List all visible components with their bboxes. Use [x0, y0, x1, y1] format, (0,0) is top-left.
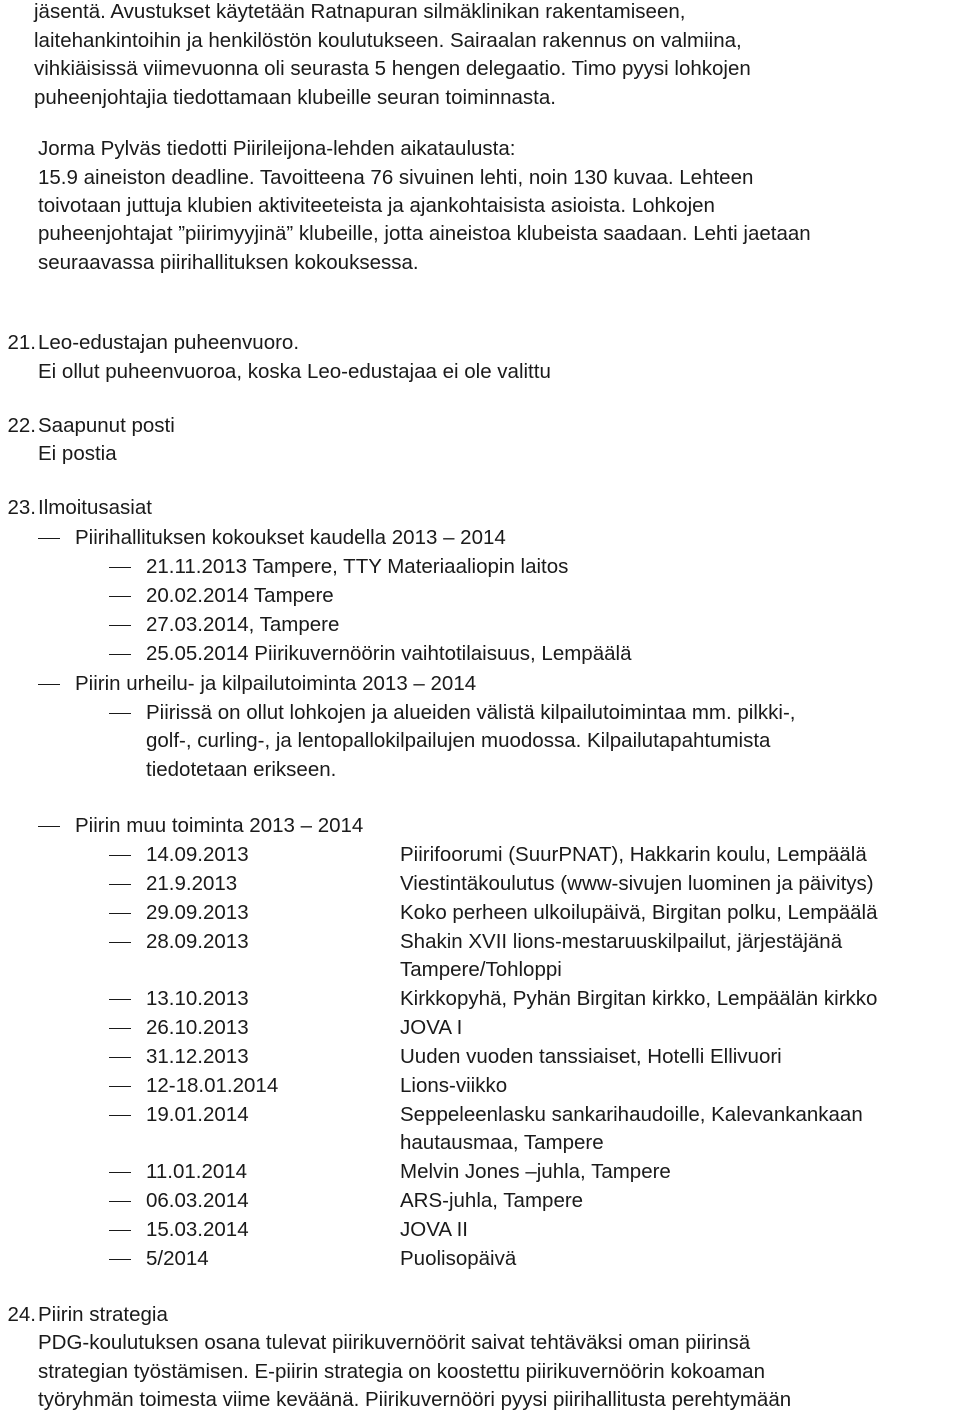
section-body: Ei ollut puheenvuoroa, koska Leo-edustajaa ei ole valittu: [38, 360, 551, 383]
event-desc: Puolisopäivä: [400, 1247, 517, 1270]
bullet-dash: [109, 1259, 131, 1260]
event-desc: Kirkkopyhä, Pyhän Birgitan kirkko, Lempäälän kirkko: [400, 987, 878, 1010]
event-date: 14.09.2013: [146, 843, 249, 866]
meeting-item: 21.11.2013 Tampere, TTY Materiaaliopin laitos: [146, 555, 569, 578]
meeting-item: 20.02.2014 Tampere: [146, 584, 334, 607]
section-title: Leo-edustajan puheenvuoro.: [38, 331, 300, 354]
event-desc: Tampere/Tohloppi: [400, 958, 562, 981]
intro-line: jäsentä. Avustukset käytetään Ratnapuran silmäklinikan rakentamiseen,: [34, 0, 686, 23]
bullet-dash: [109, 884, 131, 885]
bullet-dash: [109, 999, 131, 1000]
event-date: 28.09.2013: [146, 930, 249, 953]
section-number: 21.: [7, 331, 36, 354]
jorma-line: Jorma Pylväs tiedotti Piirileijona-lehden aikataulusta:: [38, 137, 516, 160]
event-date: 5/2014: [146, 1247, 209, 1270]
sports-line: Piirissä on ollut lohkojen ja alueiden välistä kilpailutoimintaa mm. pilkki-,: [146, 701, 796, 724]
bullet-dash: [109, 596, 131, 597]
event-desc: Viestintäkoulutus (www-sivujen luominen ja päivitys): [400, 872, 874, 895]
bullet-dash: [109, 1115, 131, 1116]
event-desc: Koko perheen ulkoilupäivä, Birgitan polku, Lempäälä: [400, 901, 878, 924]
event-desc: Melvin Jones –juhla, Tampere: [400, 1160, 671, 1183]
bullet-dash: [109, 713, 131, 714]
bullet-dash: [109, 1172, 131, 1173]
section-title: Ilmoitusasiat: [38, 496, 152, 519]
bullet-dash: [109, 1028, 131, 1029]
event-date: 19.01.2014: [146, 1103, 249, 1126]
bullet-dash: [109, 567, 131, 568]
bullet-dash: [109, 913, 131, 914]
event-desc: Lions-viikko: [400, 1074, 508, 1097]
event-date: 11.01.2014: [146, 1160, 248, 1183]
section-number: 23.: [7, 496, 36, 519]
jorma-line: puheenjohtajat ”piirimyyjinä” klubeille, jotta aineistoa klubeista saadaan. Lehti jaetaan: [38, 222, 811, 245]
sports-line: golf-, curling-, ja lentopallokilpailujen muodossa. Kilpailutapahtumista: [146, 729, 771, 752]
section-body: strategian työstämisen. E-piirin strategia on koostettu piirikuvernöörin kokoaman: [38, 1360, 765, 1383]
event-date: 29.09.2013: [146, 901, 249, 924]
section-body: työryhmän toimesta viime keväänä. Piirikuvernööri pyysi piirihallitusta perehtymään: [38, 1388, 792, 1411]
event-desc: Shakin XVII lions-mestaruuskilpailut, järjestäjänä: [400, 930, 843, 953]
bullet-dash: [109, 1057, 131, 1058]
event-desc: ARS-juhla, Tampere: [400, 1189, 584, 1212]
section-body: PDG-koulutuksen osana tulevat piirikuvernöörit saivat tehtäväksi oman piirinsä: [38, 1331, 751, 1354]
section-body: Ei postia: [38, 442, 117, 465]
event-date: 12-18.01.2014: [146, 1074, 279, 1097]
section-title: Saapunut posti: [38, 414, 175, 437]
bullet-dash: [109, 1086, 131, 1087]
intro-line: laitehankintoihin ja henkilöstön koulutukseen. Sairaalan rakennus on valmiina,: [34, 29, 742, 52]
event-date: 13.10.2013: [146, 987, 249, 1010]
intro-line: puheenjohtajia tiedottamaan klubeille seuran toiminnasta.: [34, 86, 556, 109]
bullet-dash: [109, 654, 131, 655]
event-desc: hautausmaa, Tampere: [400, 1131, 604, 1154]
meeting-item: 25.05.2014 Piirikuvernöörin vaihtotilaisuus, Lempäälä: [146, 642, 632, 665]
event-desc: Uuden vuoden tanssiaiset, Hotelli Ellivuori: [400, 1045, 782, 1068]
event-date: 06.03.2014: [146, 1189, 249, 1212]
meetings-heading: Piirihallituksen kokoukset kaudella 2013 – 2014: [75, 526, 506, 549]
event-date: 21.9.2013: [146, 872, 238, 895]
bullet-dash: [38, 684, 60, 685]
bullet-dash: [109, 1230, 131, 1231]
bullet-dash: [38, 826, 60, 827]
intro-line: vihkiäisissä viimevuonna oli seurasta 5 hengen delegaatio. Timo pyysi lohkojen: [34, 57, 751, 80]
jorma-line: seuraavassa piirihallituksen kokouksessa.: [38, 251, 419, 274]
bullet-dash: [109, 1201, 131, 1202]
bullet-dash: [109, 942, 131, 943]
sports-line: tiedotetaan erikseen.: [146, 758, 337, 781]
event-date: 31.12.2013: [146, 1045, 249, 1068]
jorma-line: toivotaan juttuja klubien aktiviteeteista ja ajankohtaisista asioista. Lohkojen: [38, 194, 715, 217]
sports-heading: Piirin urheilu- ja kilpailutoiminta 2013 – 2014: [75, 672, 477, 695]
event-desc: JOVA II: [400, 1218, 468, 1241]
section-number: 24.: [7, 1303, 36, 1326]
other-heading: Piirin muu toiminta 2013 – 2014: [75, 814, 364, 837]
jorma-line: 15.9 aineiston deadline. Tavoitteena 76 sivuinen lehti, noin 130 kuvaa. Lehteen: [38, 166, 754, 189]
meeting-item: 27.03.2014, Tampere: [146, 613, 340, 636]
event-desc: Seppeleenlasku sankarihaudoille, Kalevankankaan: [400, 1103, 863, 1126]
section-number: 22.: [7, 414, 36, 437]
bullet-dash: [38, 538, 60, 539]
event-date: 26.10.2013: [146, 1016, 249, 1039]
event-desc: Piirifoorumi (SuurPNAT), Hakkarin koulu, Lempäälä: [400, 843, 867, 866]
section-title: Piirin strategia: [38, 1303, 168, 1326]
bullet-dash: [109, 625, 131, 626]
event-desc: JOVA I: [400, 1016, 463, 1039]
event-date: 15.03.2014: [146, 1218, 249, 1241]
bullet-dash: [109, 855, 131, 856]
